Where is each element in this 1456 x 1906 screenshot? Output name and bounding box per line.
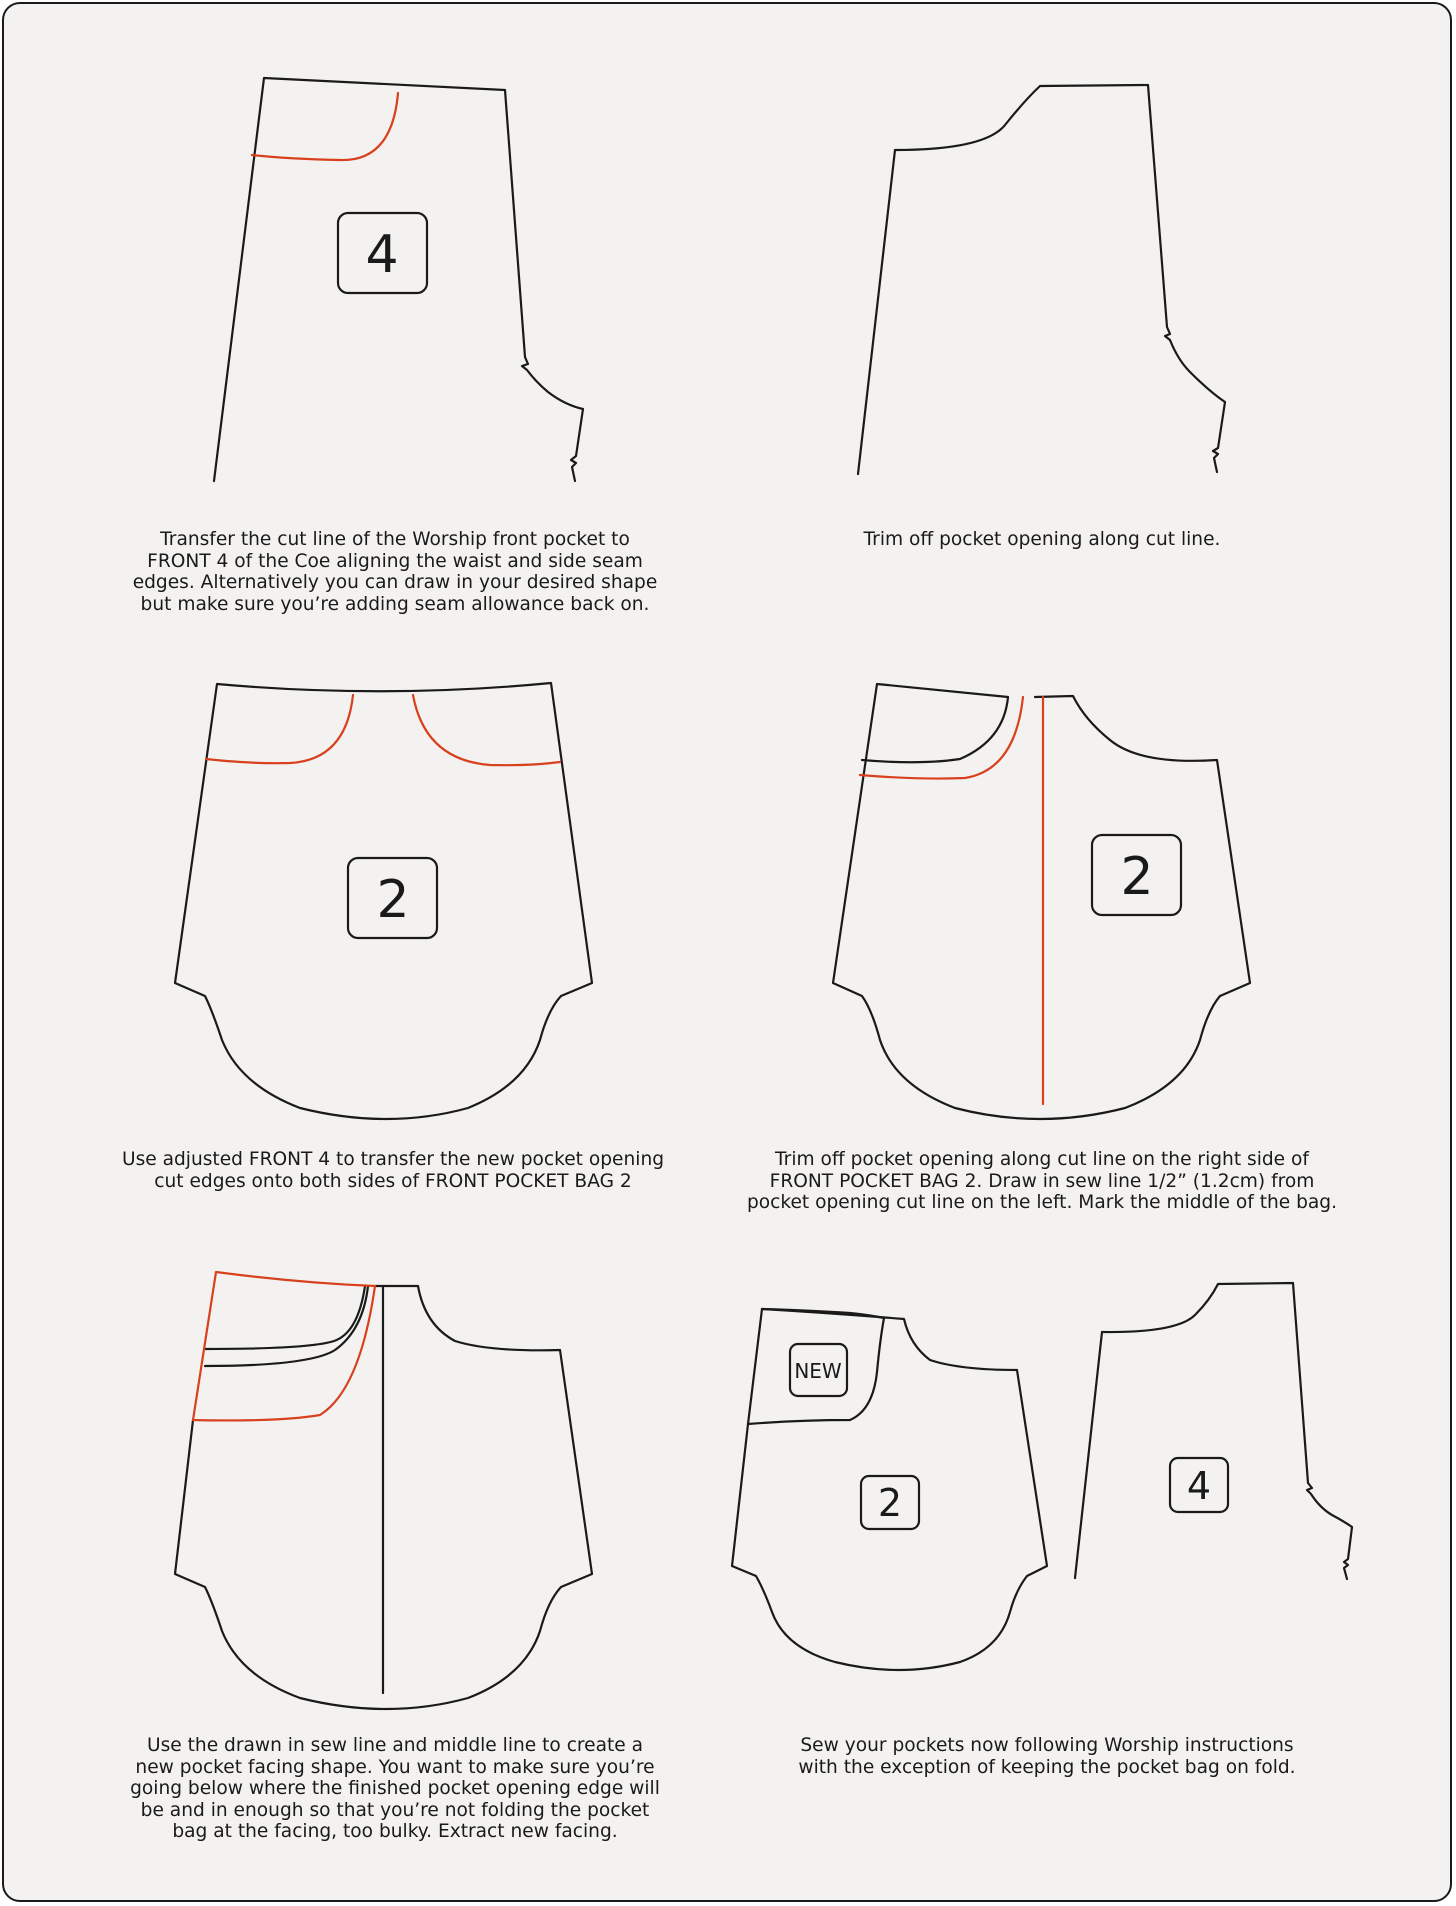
step5-caption: Use the drawn in sew line and middle line to create a new pocket facing shape. You want to make sure you’re going below where the finished pocket opening edge will be and in enough so that you’re not folding the pocket bag at the facing, too bulky. Extract new facing. xyxy=(130,1735,660,1842)
step3-cut-line-left xyxy=(206,695,353,763)
step6-facing-label: NEW xyxy=(794,1359,842,1383)
step2-caption: Trim off pocket opening along cut line. xyxy=(863,529,1221,550)
step2-trimmed-piece xyxy=(858,85,1225,474)
step5-pocket-bag xyxy=(175,1272,592,1709)
step3-piece-label: 2 xyxy=(376,870,410,930)
step6-pieces xyxy=(732,1283,1352,1670)
step6-bag-label: 2 xyxy=(877,1481,903,1525)
step4-sew-line xyxy=(860,697,1023,779)
step6-caption: Sew your pockets now following Worship instructions with the exception of keeping the pocket bag on fold. xyxy=(798,1735,1296,1778)
step1-caption: Transfer the cut line of the Worship front pocket to FRONT 4 of the Coe aligning the waist and side seam edges. Alternatively you can draw in your desired shape but make sure you’re adding seam allowance back on. xyxy=(132,529,658,615)
step3-cut-line-right xyxy=(413,695,560,765)
step5-facing-outline xyxy=(193,1272,375,1420)
step1-front-piece xyxy=(214,78,583,481)
step4-piece-label: 2 xyxy=(1120,847,1154,907)
step6-front-label: 4 xyxy=(1186,1464,1212,1508)
step1-piece-label: 4 xyxy=(365,225,399,285)
step4-caption: Trim off pocket opening along cut line on the right side of FRONT POCKET BAG 2. Draw in sew line 1/2” (1.2cm) from pocket opening cut line on the left. Mark the middle of the bag. xyxy=(746,1149,1338,1213)
step4-pocket-bag xyxy=(833,684,1250,1119)
step1-cut-line xyxy=(252,93,398,160)
step3-caption: Use adjusted FRONT 4 to transfer the new pocket opening cut edges onto both sides of FRONT POCKET BAG 2 xyxy=(121,1149,665,1192)
step3-pocket-bag xyxy=(175,683,592,1119)
